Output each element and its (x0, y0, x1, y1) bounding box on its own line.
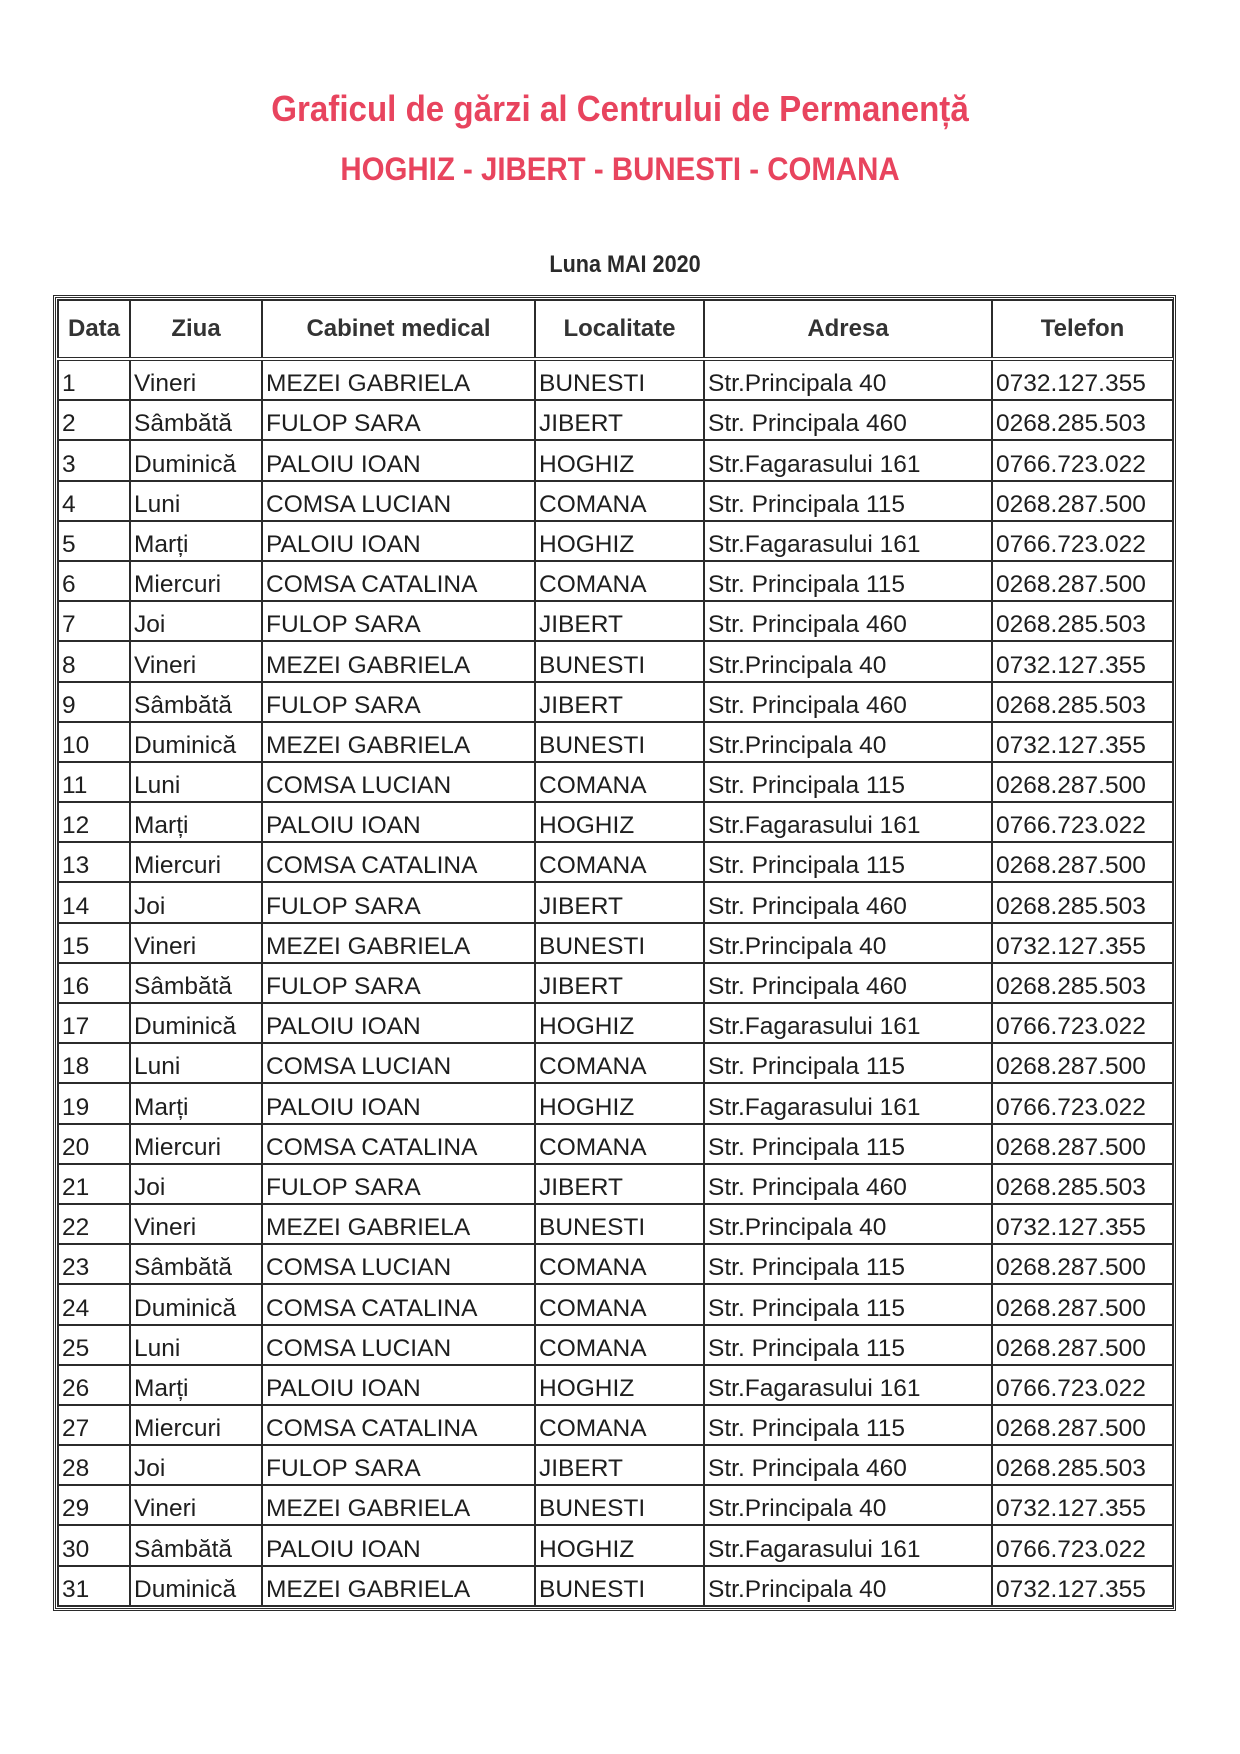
cell-locality: COMANA (535, 1043, 704, 1083)
cell-cabinet: COMSA LUCIAN (262, 762, 535, 802)
cell-phone: 0732.127.355 (992, 923, 1173, 963)
table-row (58, 601, 1173, 641)
cell-day: Vineri (130, 359, 262, 400)
cell-locality: BUNESTI (535, 1485, 704, 1525)
table-row (58, 561, 1173, 601)
cell-address: Str. Principala 115 (704, 1244, 992, 1284)
cell-day: Luni (130, 1325, 262, 1365)
cell-phone: 0268.285.503 (992, 601, 1173, 641)
table-row (58, 682, 1173, 722)
table-row (58, 963, 1173, 1003)
cell-cabinet: FULOP SARA (262, 400, 535, 440)
cell-date: 18 (58, 1043, 130, 1083)
cell-locality: JIBERT (535, 682, 704, 722)
table-row (58, 1365, 1173, 1405)
cell-day: Duminică (130, 722, 262, 762)
cell-date: 30 (58, 1525, 130, 1565)
cell-day: Sâmbătă (130, 963, 262, 1003)
cell-date: 29 (58, 1485, 130, 1525)
cell-date: 20 (58, 1124, 130, 1164)
table-row (58, 1244, 1173, 1284)
cell-day: Duminică (130, 1003, 262, 1043)
cell-address: Str. Principala 115 (704, 481, 992, 521)
cell-date: 21 (58, 1164, 130, 1204)
cell-locality: COMANA (535, 1325, 704, 1365)
cell-address: Str.Fagarasului 161 (704, 521, 992, 561)
cell-locality: COMANA (535, 481, 704, 521)
cell-locality: JIBERT (535, 1445, 704, 1485)
cell-address: Str.Fagarasului 161 (704, 1365, 992, 1405)
cell-day: Luni (130, 481, 262, 521)
cell-phone: 0268.285.503 (992, 400, 1173, 440)
cell-cabinet: COMSA CATALINA (262, 842, 535, 882)
cell-cabinet: PALOIU IOAN (262, 802, 535, 842)
cell-cabinet: PALOIU IOAN (262, 1003, 535, 1043)
cell-cabinet: PALOIU IOAN (262, 1365, 535, 1405)
cell-phone: 0268.285.503 (992, 882, 1173, 922)
table-row (58, 923, 1173, 963)
cell-locality: JIBERT (535, 400, 704, 440)
cell-cabinet: MEZEI GABRIELA (262, 1204, 535, 1244)
cell-locality: JIBERT (535, 963, 704, 1003)
cell-phone: 0732.127.355 (992, 722, 1173, 762)
table-row (58, 762, 1173, 802)
table-row (58, 1525, 1173, 1565)
cell-day: Marți (130, 521, 262, 561)
cell-cabinet: COMSA LUCIAN (262, 1043, 535, 1083)
cell-date: 31 (58, 1566, 130, 1606)
cell-address: Str.Fagarasului 161 (704, 1003, 992, 1043)
cell-phone: 0732.127.355 (992, 1204, 1173, 1244)
cell-address: Str.Principala 40 (704, 1566, 992, 1606)
cell-cabinet: FULOP SARA (262, 1445, 535, 1485)
cell-day: Sâmbătă (130, 682, 262, 722)
cell-cabinet: COMSA LUCIAN (262, 481, 535, 521)
cell-phone: 0766.723.022 (992, 1003, 1173, 1043)
cell-date: 23 (58, 1244, 130, 1284)
cell-locality: COMANA (535, 561, 704, 601)
cell-locality: BUNESTI (535, 1566, 704, 1606)
table-row (58, 481, 1173, 521)
table-body (58, 359, 1173, 1606)
cell-date: 7 (58, 601, 130, 641)
cell-locality: JIBERT (535, 601, 704, 641)
cell-day: Marți (130, 1083, 262, 1123)
cell-day: Vineri (130, 1204, 262, 1244)
cell-cabinet: PALOIU IOAN (262, 1525, 535, 1565)
cell-locality: COMANA (535, 1244, 704, 1284)
cell-date: 16 (58, 963, 130, 1003)
table-row (58, 359, 1173, 400)
table-row (58, 1405, 1173, 1445)
cell-date: 24 (58, 1284, 130, 1324)
table-row (58, 1325, 1173, 1365)
cell-cabinet: FULOP SARA (262, 682, 535, 722)
table-row (58, 1043, 1173, 1083)
schedule-table (57, 299, 1174, 1607)
cell-cabinet: MEZEI GABRIELA (262, 923, 535, 963)
cell-locality: HOGHIZ (535, 1365, 704, 1405)
schedule-table-frame (53, 295, 1176, 1611)
cell-cabinet: COMSA LUCIAN (262, 1325, 535, 1365)
cell-day: Marți (130, 802, 262, 842)
cell-phone: 0732.127.355 (992, 1566, 1173, 1606)
cell-address: Str.Fagarasului 161 (704, 1083, 992, 1123)
cell-day: Vineri (130, 923, 262, 963)
cell-address: Str. Principala 460 (704, 882, 992, 922)
cell-cabinet: PALOIU IOAN (262, 440, 535, 480)
cell-date: 1 (58, 359, 130, 400)
cell-day: Sâmbătă (130, 1525, 262, 1565)
cell-date: 5 (58, 521, 130, 561)
cell-date: 6 (58, 561, 130, 601)
cell-date: 22 (58, 1204, 130, 1244)
cell-cabinet: MEZEI GABRIELA (262, 359, 535, 400)
cell-date: 25 (58, 1325, 130, 1365)
cell-locality: BUNESTI (535, 641, 704, 681)
cell-date: 2 (58, 400, 130, 440)
header-ziua: Ziua (130, 300, 262, 359)
cell-address: Str.Fagarasului 161 (704, 440, 992, 480)
cell-locality: BUNESTI (535, 923, 704, 963)
cell-cabinet: MEZEI GABRIELA (262, 641, 535, 681)
cell-phone: 0268.287.500 (992, 561, 1173, 601)
cell-address: Str. Principala 115 (704, 1043, 992, 1083)
cell-date: 26 (58, 1365, 130, 1405)
cell-day: Duminică (130, 440, 262, 480)
table-row (58, 842, 1173, 882)
cell-cabinet: PALOIU IOAN (262, 521, 535, 561)
cell-address: Str. Principala 460 (704, 963, 992, 1003)
cell-date: 15 (58, 923, 130, 963)
cell-locality: BUNESTI (535, 722, 704, 762)
cell-cabinet: MEZEI GABRIELA (262, 1485, 535, 1525)
cell-locality: COMANA (535, 1405, 704, 1445)
document-subtitle: HOGHIZ - JIBERT - BUNESTI - COMANA (340, 151, 900, 187)
cell-phone: 0732.127.355 (992, 359, 1173, 400)
cell-locality: HOGHIZ (535, 1083, 704, 1123)
cell-cabinet: PALOIU IOAN (262, 1083, 535, 1123)
table-row (58, 440, 1173, 480)
cell-locality: HOGHIZ (535, 1525, 704, 1565)
header-localitate: Localitate (535, 300, 704, 359)
table-row (58, 802, 1173, 842)
table-row (58, 1284, 1173, 1324)
cell-phone: 0766.723.022 (992, 1525, 1173, 1565)
cell-phone: 0268.287.500 (992, 1325, 1173, 1365)
cell-cabinet: MEZEI GABRIELA (262, 1566, 535, 1606)
cell-address: Str. Principala 115 (704, 1284, 992, 1324)
cell-date: 11 (58, 762, 130, 802)
cell-phone: 0268.285.503 (992, 963, 1173, 1003)
cell-day: Sâmbătă (130, 1244, 262, 1284)
cell-locality: JIBERT (535, 1164, 704, 1204)
cell-day: Miercuri (130, 1124, 262, 1164)
cell-locality: COMANA (535, 842, 704, 882)
cell-address: Str.Principala 40 (704, 359, 992, 400)
table-row (58, 1164, 1173, 1204)
cell-day: Joi (130, 1445, 262, 1485)
cell-cabinet: FULOP SARA (262, 963, 535, 1003)
cell-address: Str.Principala 40 (704, 1485, 992, 1525)
cell-day: Sâmbătă (130, 400, 262, 440)
cell-cabinet: COMSA CATALINA (262, 561, 535, 601)
cell-date: 10 (58, 722, 130, 762)
table-row (58, 521, 1173, 561)
cell-phone: 0268.285.503 (992, 1445, 1173, 1485)
cell-cabinet: COMSA LUCIAN (262, 1244, 535, 1284)
cell-cabinet: FULOP SARA (262, 601, 535, 641)
cell-address: Str. Principala 460 (704, 1445, 992, 1485)
cell-day: Joi (130, 882, 262, 922)
cell-date: 13 (58, 842, 130, 882)
cell-address: Str.Fagarasului 161 (704, 1525, 992, 1565)
table-row (58, 1003, 1173, 1043)
cell-day: Marți (130, 1365, 262, 1405)
cell-date: 27 (58, 1405, 130, 1445)
cell-phone: 0268.287.500 (992, 1043, 1173, 1083)
cell-day: Miercuri (130, 1405, 262, 1445)
cell-address: Str. Principala 460 (704, 601, 992, 641)
cell-locality: JIBERT (535, 882, 704, 922)
table-row (58, 1485, 1173, 1525)
table-row (58, 1445, 1173, 1485)
cell-phone: 0268.287.500 (992, 1405, 1173, 1445)
cell-locality: HOGHIZ (535, 1003, 704, 1043)
cell-phone: 0268.287.500 (992, 481, 1173, 521)
document-title: Graficul de gărzi al Centrului de Permanență (271, 88, 969, 129)
cell-cabinet: FULOP SARA (262, 1164, 535, 1204)
cell-locality: BUNESTI (535, 359, 704, 400)
table-header-row (58, 300, 1173, 359)
table-row (58, 1124, 1173, 1164)
table-row (58, 1204, 1173, 1244)
cell-phone: 0766.723.022 (992, 1365, 1173, 1405)
cell-date: 28 (58, 1445, 130, 1485)
table-row (58, 882, 1173, 922)
cell-phone: 0766.723.022 (992, 1083, 1173, 1123)
cell-phone: 0268.285.503 (992, 682, 1173, 722)
header-cabinet-medical: Cabinet medical (262, 300, 535, 359)
cell-day: Joi (130, 601, 262, 641)
cell-address: Str.Principala 40 (704, 641, 992, 681)
cell-day: Vineri (130, 641, 262, 681)
cell-day: Duminică (130, 1566, 262, 1606)
cell-locality: HOGHIZ (535, 521, 704, 561)
table-row (58, 722, 1173, 762)
cell-phone: 0732.127.355 (992, 1485, 1173, 1525)
cell-phone: 0268.287.500 (992, 842, 1173, 882)
cell-address: Str. Principala 115 (704, 1405, 992, 1445)
cell-date: 4 (58, 481, 130, 521)
cell-date: 9 (58, 682, 130, 722)
cell-day: Luni (130, 762, 262, 802)
cell-address: Str. Principala 115 (704, 1124, 992, 1164)
cell-phone: 0766.723.022 (992, 521, 1173, 561)
cell-cabinet: COMSA CATALINA (262, 1405, 535, 1445)
cell-day: Duminică (130, 1284, 262, 1324)
cell-locality: HOGHIZ (535, 802, 704, 842)
cell-address: Str. Principala 115 (704, 842, 992, 882)
cell-locality: BUNESTI (535, 1204, 704, 1244)
cell-phone: 0268.287.500 (992, 1284, 1173, 1324)
cell-locality: COMANA (535, 762, 704, 802)
cell-phone: 0766.723.022 (992, 440, 1173, 480)
cell-phone: 0732.127.355 (992, 641, 1173, 681)
cell-address: Str.Principala 40 (704, 722, 992, 762)
table-row (58, 641, 1173, 681)
cell-day: Vineri (130, 1485, 262, 1525)
cell-address: Str. Principala 115 (704, 762, 992, 802)
cell-address: Str.Principala 40 (704, 923, 992, 963)
cell-day: Luni (130, 1043, 262, 1083)
month-label: Luna MAI 2020 (549, 251, 701, 278)
cell-cabinet: COMSA CATALINA (262, 1284, 535, 1324)
header-telefon: Telefon (992, 300, 1173, 359)
cell-day: Miercuri (130, 561, 262, 601)
cell-date: 8 (58, 641, 130, 681)
cell-day: Miercuri (130, 842, 262, 882)
cell-address: Str. Principala 460 (704, 400, 992, 440)
cell-date: 19 (58, 1083, 130, 1123)
cell-address: Str.Fagarasului 161 (704, 802, 992, 842)
cell-phone: 0268.287.500 (992, 1244, 1173, 1284)
cell-day: Joi (130, 1164, 262, 1204)
cell-address: Str. Principala 115 (704, 561, 992, 601)
cell-phone: 0268.287.500 (992, 1124, 1173, 1164)
header-data: Data (58, 300, 130, 359)
cell-date: 12 (58, 802, 130, 842)
cell-cabinet: COMSA CATALINA (262, 1124, 535, 1164)
cell-address: Str. Principala 460 (704, 1164, 992, 1204)
table-row (58, 1566, 1173, 1606)
cell-cabinet: MEZEI GABRIELA (262, 722, 535, 762)
cell-date: 3 (58, 440, 130, 480)
cell-locality: HOGHIZ (535, 440, 704, 480)
table-row (58, 1083, 1173, 1123)
cell-phone: 0766.723.022 (992, 802, 1173, 842)
cell-date: 14 (58, 882, 130, 922)
cell-date: 17 (58, 1003, 130, 1043)
cell-address: Str. Principala 460 (704, 682, 992, 722)
cell-address: Str. Principala 115 (704, 1325, 992, 1365)
cell-phone: 0268.287.500 (992, 762, 1173, 802)
cell-locality: COMANA (535, 1124, 704, 1164)
table-row (58, 400, 1173, 440)
cell-address: Str.Principala 40 (704, 1204, 992, 1244)
cell-phone: 0268.285.503 (992, 1164, 1173, 1204)
cell-locality: COMANA (535, 1284, 704, 1324)
cell-cabinet: FULOP SARA (262, 882, 535, 922)
header-adresa: Adresa (704, 300, 992, 359)
